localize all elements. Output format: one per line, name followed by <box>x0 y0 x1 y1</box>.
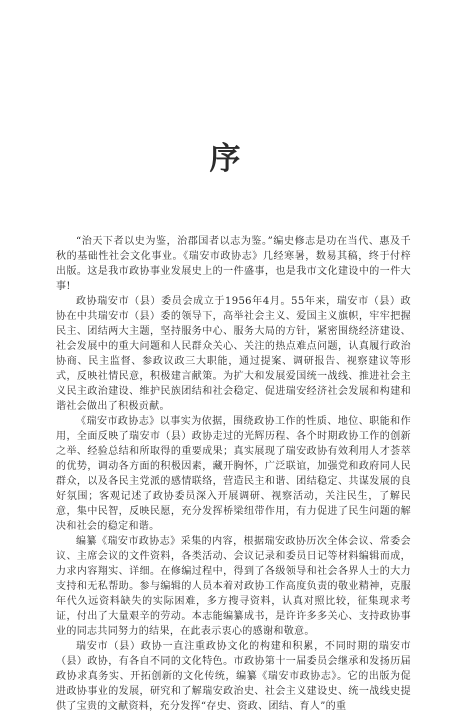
page-title: 序 <box>209 140 241 177</box>
paragraph-2: 政协瑞安市（县）委员会成立于1956年4月。55年来，瑞安市（县）政协在中共瑞安市（县）委的领导下，高举社会主义、爱国主义旗帜，牢牢把握民主、团结两大主题，坚持服务中心、服务大局的方针，紧密围绕经济建设、社会发展中的重大问题和人民群众关心、关注的热点难点问题，认真履行政治协商、民主监督、参政议政三大职能，通过提案、调研报告、视察建议等形式，反映社情民意，积极建言献策。为扩大和发展爱国统一战线、推进社会主义民主政治建设、维护民族团结和社会稳定、促进瑞安经济社会发展和构建和谐社会做出了积极贡献。 <box>56 296 411 412</box>
preface-body <box>56 234 411 714</box>
paragraph-3: 《瑞安市政协志》以事实为依据，围绕政协工作的性质、地位、职能和作用，全面反映了瑞安市（县）政协走过的光辉历程、各个时期政协工作的创新之举、经验总结和所取得的重要成果；真实展现了瑞安政协有效利用人才荟萃的优势，调动各方面的积极因素，藏开胸怀，广泛联谊，加强党和政府同人民群众，以及各民主党派的感情联络，营造民主和谐、团结稳定、共谋发展的良好氛围；客观记述了政协委员深入开展调研、视察活动，关注民生，了解民意，集中民智，反映民愿，充分发挥桥梁纽带作用，有力促进了民生问题的解决和社会的稳定和谐。 <box>56 416 411 532</box>
paragraph-5: 瑞安市（县）政协一直注重政协文化的构建和积累，不同时期的瑞安市（县）政协，有各自不同的文化特色。市政协第十一届委员会继承和发扬历届政协求真务实、开拓创新的文化传统，编纂《瑞安市政协志》。它的出版为促进政协事业的发展，研究和了解瑞安政治史、社会主义建设史、统一战线史提供了宝贵的文献资料，充分发挥“存史、资政、团结、育人”的重 <box>56 641 411 712</box>
paragraph-1: “治天下者以史为鉴，治郡国者以志为鉴。”编史修志是功在当代、惠及千秋的基础性社会文化事业。《瑞安市政协志》几经寒暑，数易其稿，终于付梓出版。这是我市政协事业发展史上的一件盛事，也是我市文化建设中的一件大事! <box>56 236 411 292</box>
paragraph-4: 编纂《瑞安市政协志》采集的内容，根据瑞安政协历次全体会议、常委会议、主席会议的文件资料，各类活动、会议记录和委员日记等材料编辑而成，力求内容翔实、详细。在修编过程中，得到了各级领导和社会各界人士的大力支持和无私帮助。参与编辑的人员本着对政协工作高度负责的敬业精神，克服年代久远资料缺失的实际困难，多方搜寻资料，认真对照比较，征集现求考证，付出了大量艰辛的劳动。本志能编纂成书，是许许多多关心、支持政协事业的同志共同努力的结果，在此表示衷心的感谢和敬意。 <box>56 536 411 637</box>
